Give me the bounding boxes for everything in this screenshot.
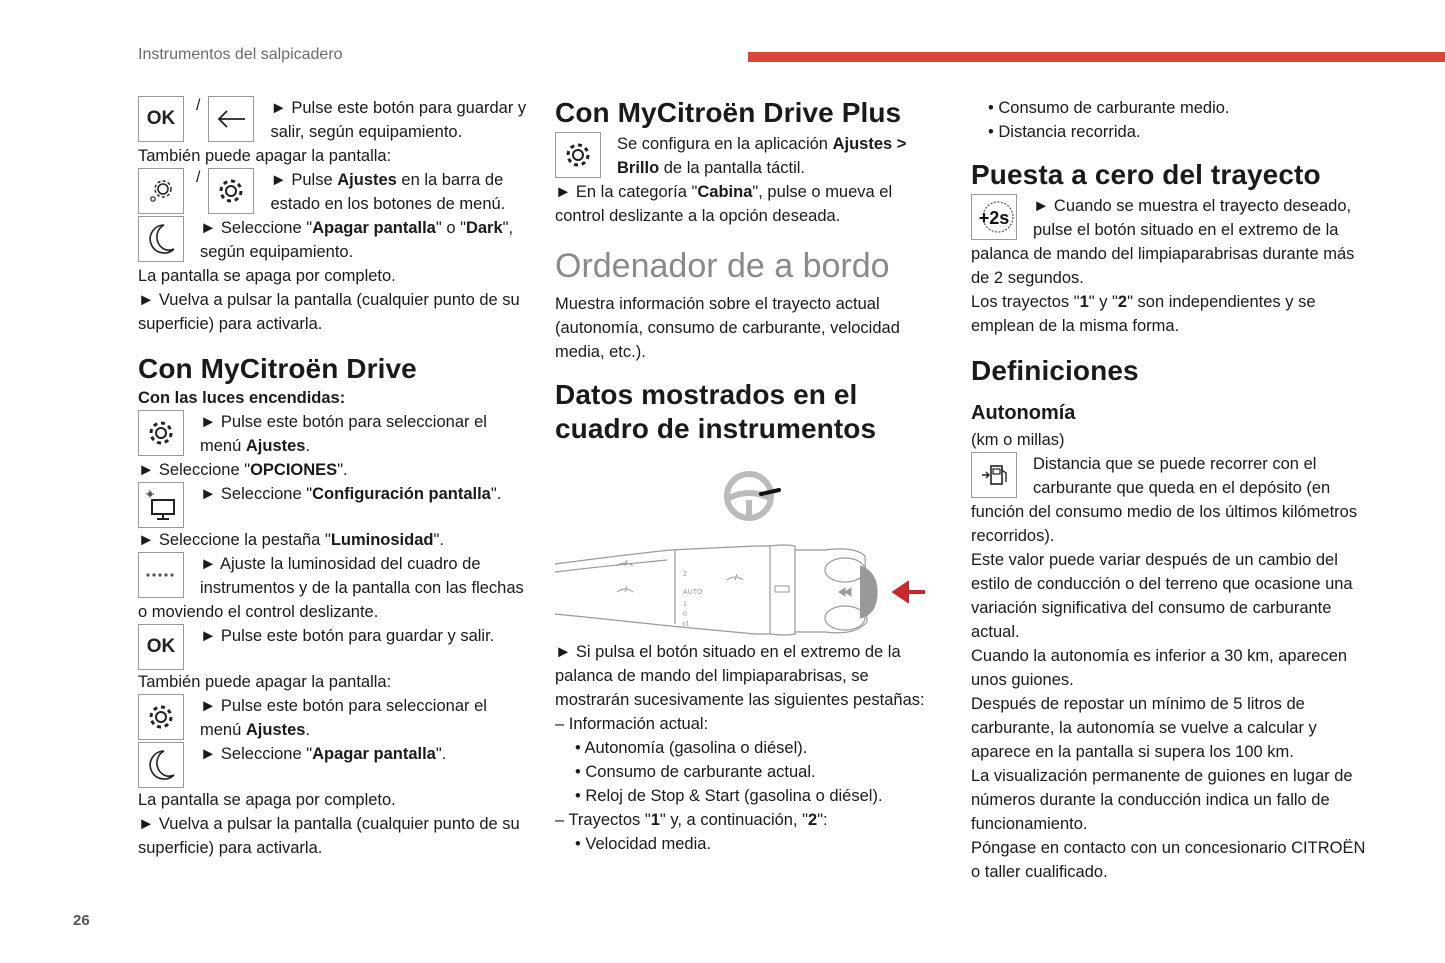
page-number: 26 [73, 912, 90, 929]
ok-button-icon: OK [138, 96, 184, 142]
gear-icon [555, 132, 601, 178]
text-luminosidad-tab: ► Seleccione la pestaña "Luminosidad". [138, 531, 444, 549]
heading-datos-mostrados: Datos mostrados en el cuadro de instrumentos [555, 379, 877, 444]
text-aut-def: Distancia que se puede recorrer con el carburante que queda en el depósito (en función del consumo medio de los últimos kilómetros recorridos). [971, 455, 1358, 545]
list-distancia: • Distancia recorrida. [988, 123, 1141, 141]
heading-autonomia: Autonomía [971, 402, 1076, 424]
column-3 [971, 96, 1371, 884]
list-info-actual: – Información actual: [555, 715, 709, 733]
list-consumo-actual: • Consumo de carburante actual. [575, 763, 816, 781]
red-arrow-icon [895, 584, 925, 600]
list-velocidad-media: • Velocidad media. [575, 835, 712, 853]
text-save-exit-2: ► Pulse este botón para guardar y salir. [200, 627, 495, 645]
display-brightness-icon [138, 482, 184, 528]
heading-mycitroen-drive-plus: Con MyCitroën Drive Plus [555, 97, 902, 128]
lever-body [555, 545, 877, 635]
heading-definiciones: Definiciones [971, 355, 1139, 386]
back-arrow-icon [208, 96, 254, 142]
text-aut-refuel: Después de repostar un mínimo de 5 litros de carburante, la autonomía se vuelve a calcular y aparece en la pantalla si supera los 100 km. [971, 695, 1317, 761]
text-aut-variation: Este valor puede variar después de un cambio del estilo de conducción o del terreno que ocasione una variación significativa del consumo de carburante actual. [971, 551, 1353, 641]
text-turn-off-2: También puede apagar la pantalla: [138, 673, 392, 691]
heading-mycitroen-drive: Con MyCitroën Drive [138, 353, 417, 384]
wiper-lever-illustration [555, 446, 935, 636]
text-apagar-pantalla: ► Seleccione "Apagar pantalla". [200, 745, 447, 763]
column-1: OK / ► Pulse este botón para guardar y salir, según equipamiento. También puede apagar la pantalla: / ► Pulse Ajustes en la barra de estado en los botones de menú. ► Seleccione "Apagar pantalla" o "Dark", según equipamiento. La pantalla se apaga por completo. ► Vuelva a pulsar la pantalla (cualquier punto de su superficie) para activarla. Con MyCitroën Drive Con las luces encendidas: ► Pulse este botón para seleccionar el menú Ajustes. ► Seleccione "OPCIONES". ► Seleccione "Configuración pantalla". ► Seleccione la pestaña "Luminosidad". ► Ajuste la luminosidad del cuadro de instrumentos y de la pantalla con las flechas o moviendo el control deslizante. OK ► Pulse este botón para guardar y salir. También puede apagar la pantalla: ► Pulse este botón para seleccionar el menú Ajustes. ► Seleccione "Apagar pantalla". La pantalla se apaga por completo. ► Vuelva a pulsar la pantalla (cualquier punto de su superficie) para activarla. [138, 96, 528, 860]
text-screen-off-2: La pantalla se apaga por completo. [138, 791, 396, 809]
lever-label-2: 2 [683, 571, 687, 578]
lever-label-auto: AUTO [683, 589, 703, 596]
heading-ordenador: Ordenador de a bordo [555, 247, 890, 285]
text-select-ajustes-2: ► Pulse este botón para seleccionar el menú Ajustes. [200, 697, 487, 739]
text-ordenador-desc: Muestra información sobre el trayecto actual (autonomía, consumo de carburante, velocidad media, etc.). [555, 295, 900, 361]
fuel-range-icon [971, 452, 1017, 498]
lever-marks [682, 571, 703, 628]
reset-icon-label: +2s [978, 208, 1010, 228]
brightness-slider-icon [138, 552, 184, 598]
lever-label-0: 0 [683, 611, 687, 618]
text-cabina: ► En la categoría "Cabina", pulse o mueva el control deslizante a la opción deseada. [555, 183, 893, 225]
text-aut-fault: La visualización permanente de guiones en lugar de números durante la conducción indica un fallo de funcionamiento. [971, 767, 1353, 833]
lever-label-x1: x1 [682, 621, 690, 628]
text-config-pantalla: ► Seleccione "Configuración pantalla". [200, 485, 502, 503]
gear-icon [138, 694, 184, 740]
lever-label-1: 1 [683, 601, 687, 608]
moon-icon [138, 742, 184, 788]
list-trayectos: – Trayectos "1" y, a continuación, "2": [555, 811, 828, 829]
text-apagar-dark: ► Seleccione "Apagar pantalla" o "Dark", según equipamiento. [200, 219, 514, 261]
moon-icon [138, 216, 184, 262]
text-press-lever-end: ► Si pulsa el botón situado en el extremo de la palanca de mando del limpiaparabrisas, se mostrarán sucesivamente las siguientes pestañas: [555, 643, 925, 709]
wiper-icons [617, 560, 851, 596]
text-pulse-ajustes: ► Pulse Ajustes en la barra de estado en los botones de menú. [270, 171, 506, 213]
text-units: (km o millas) [971, 431, 1065, 449]
text-reactivate-2: ► Vuelva a pulsar la pantalla (cualquier punto de su superficie) para activarla. [138, 815, 520, 857]
accent-bar [748, 52, 1445, 62]
steering-wheel-icon [727, 474, 779, 518]
text-adjust-brightness: ► Ajuste la luminosidad del cuadro de instrumentos y de la pantalla con las flechas o moviendo el control deslizante. [138, 555, 524, 621]
ok-button-icon: OK [138, 624, 184, 670]
heading-reset-trip: Puesta a cero del trayecto [971, 159, 1321, 190]
text-trips-independent: Los trayectos "1" y "2" son independientes y se emplean de la misma forma. [971, 293, 1316, 335]
text-select-opciones: ► Seleccione "OPCIONES". [138, 461, 348, 479]
text-turn-off: También puede apagar la pantalla: [138, 147, 392, 165]
gear-icon [208, 168, 254, 214]
list-consumo-medio: • Consumo de carburante medio. [988, 99, 1230, 117]
list-autonomia: • Autonomía (gasolina o diésel). [575, 739, 808, 757]
reset-2s-icon [971, 194, 1017, 240]
text-screen-off: La pantalla se apaga por completo. [138, 267, 396, 285]
text-configure-brillo: Se configura en la aplicación Ajustes > Brillo de la pantalla táctil. [617, 135, 907, 177]
section-title: Instrumentos del salpicadero [138, 46, 343, 63]
column-2 [555, 96, 935, 856]
text-select-ajustes: ► Pulse este botón para seleccionar el menú Ajustes. [200, 413, 487, 455]
text-reactivate: ► Vuelva a pulsar la pantalla (cualquier punto de su superficie) para activarla. [138, 291, 520, 333]
settings-small-icon [138, 168, 184, 214]
text-aut-contact: Póngase en contacto con un concesionario CITROËN o taller cualificado. [971, 839, 1366, 881]
text-reset-instructions: ► Cuando se muestra el trayecto deseado, pulse el botón situado en el extremo de la palanca de mando del limpiaparabrisas durante más de 2 segundos. [971, 197, 1355, 287]
subheading-lights-on: Con las luces encendidas: [138, 389, 346, 407]
list-stop-start: • Reloj de Stop & Start (gasolina o diésel). [575, 787, 883, 805]
gear-icon [138, 410, 184, 456]
text-aut-dashes: Cuando la autonomía es inferior a 30 km, aparecen unos guiones. [971, 647, 1348, 689]
wiper-lever-drawing [555, 446, 935, 636]
text-save-exit: ► Pulse este botón para guardar y salir, según equipamiento. [270, 99, 527, 141]
